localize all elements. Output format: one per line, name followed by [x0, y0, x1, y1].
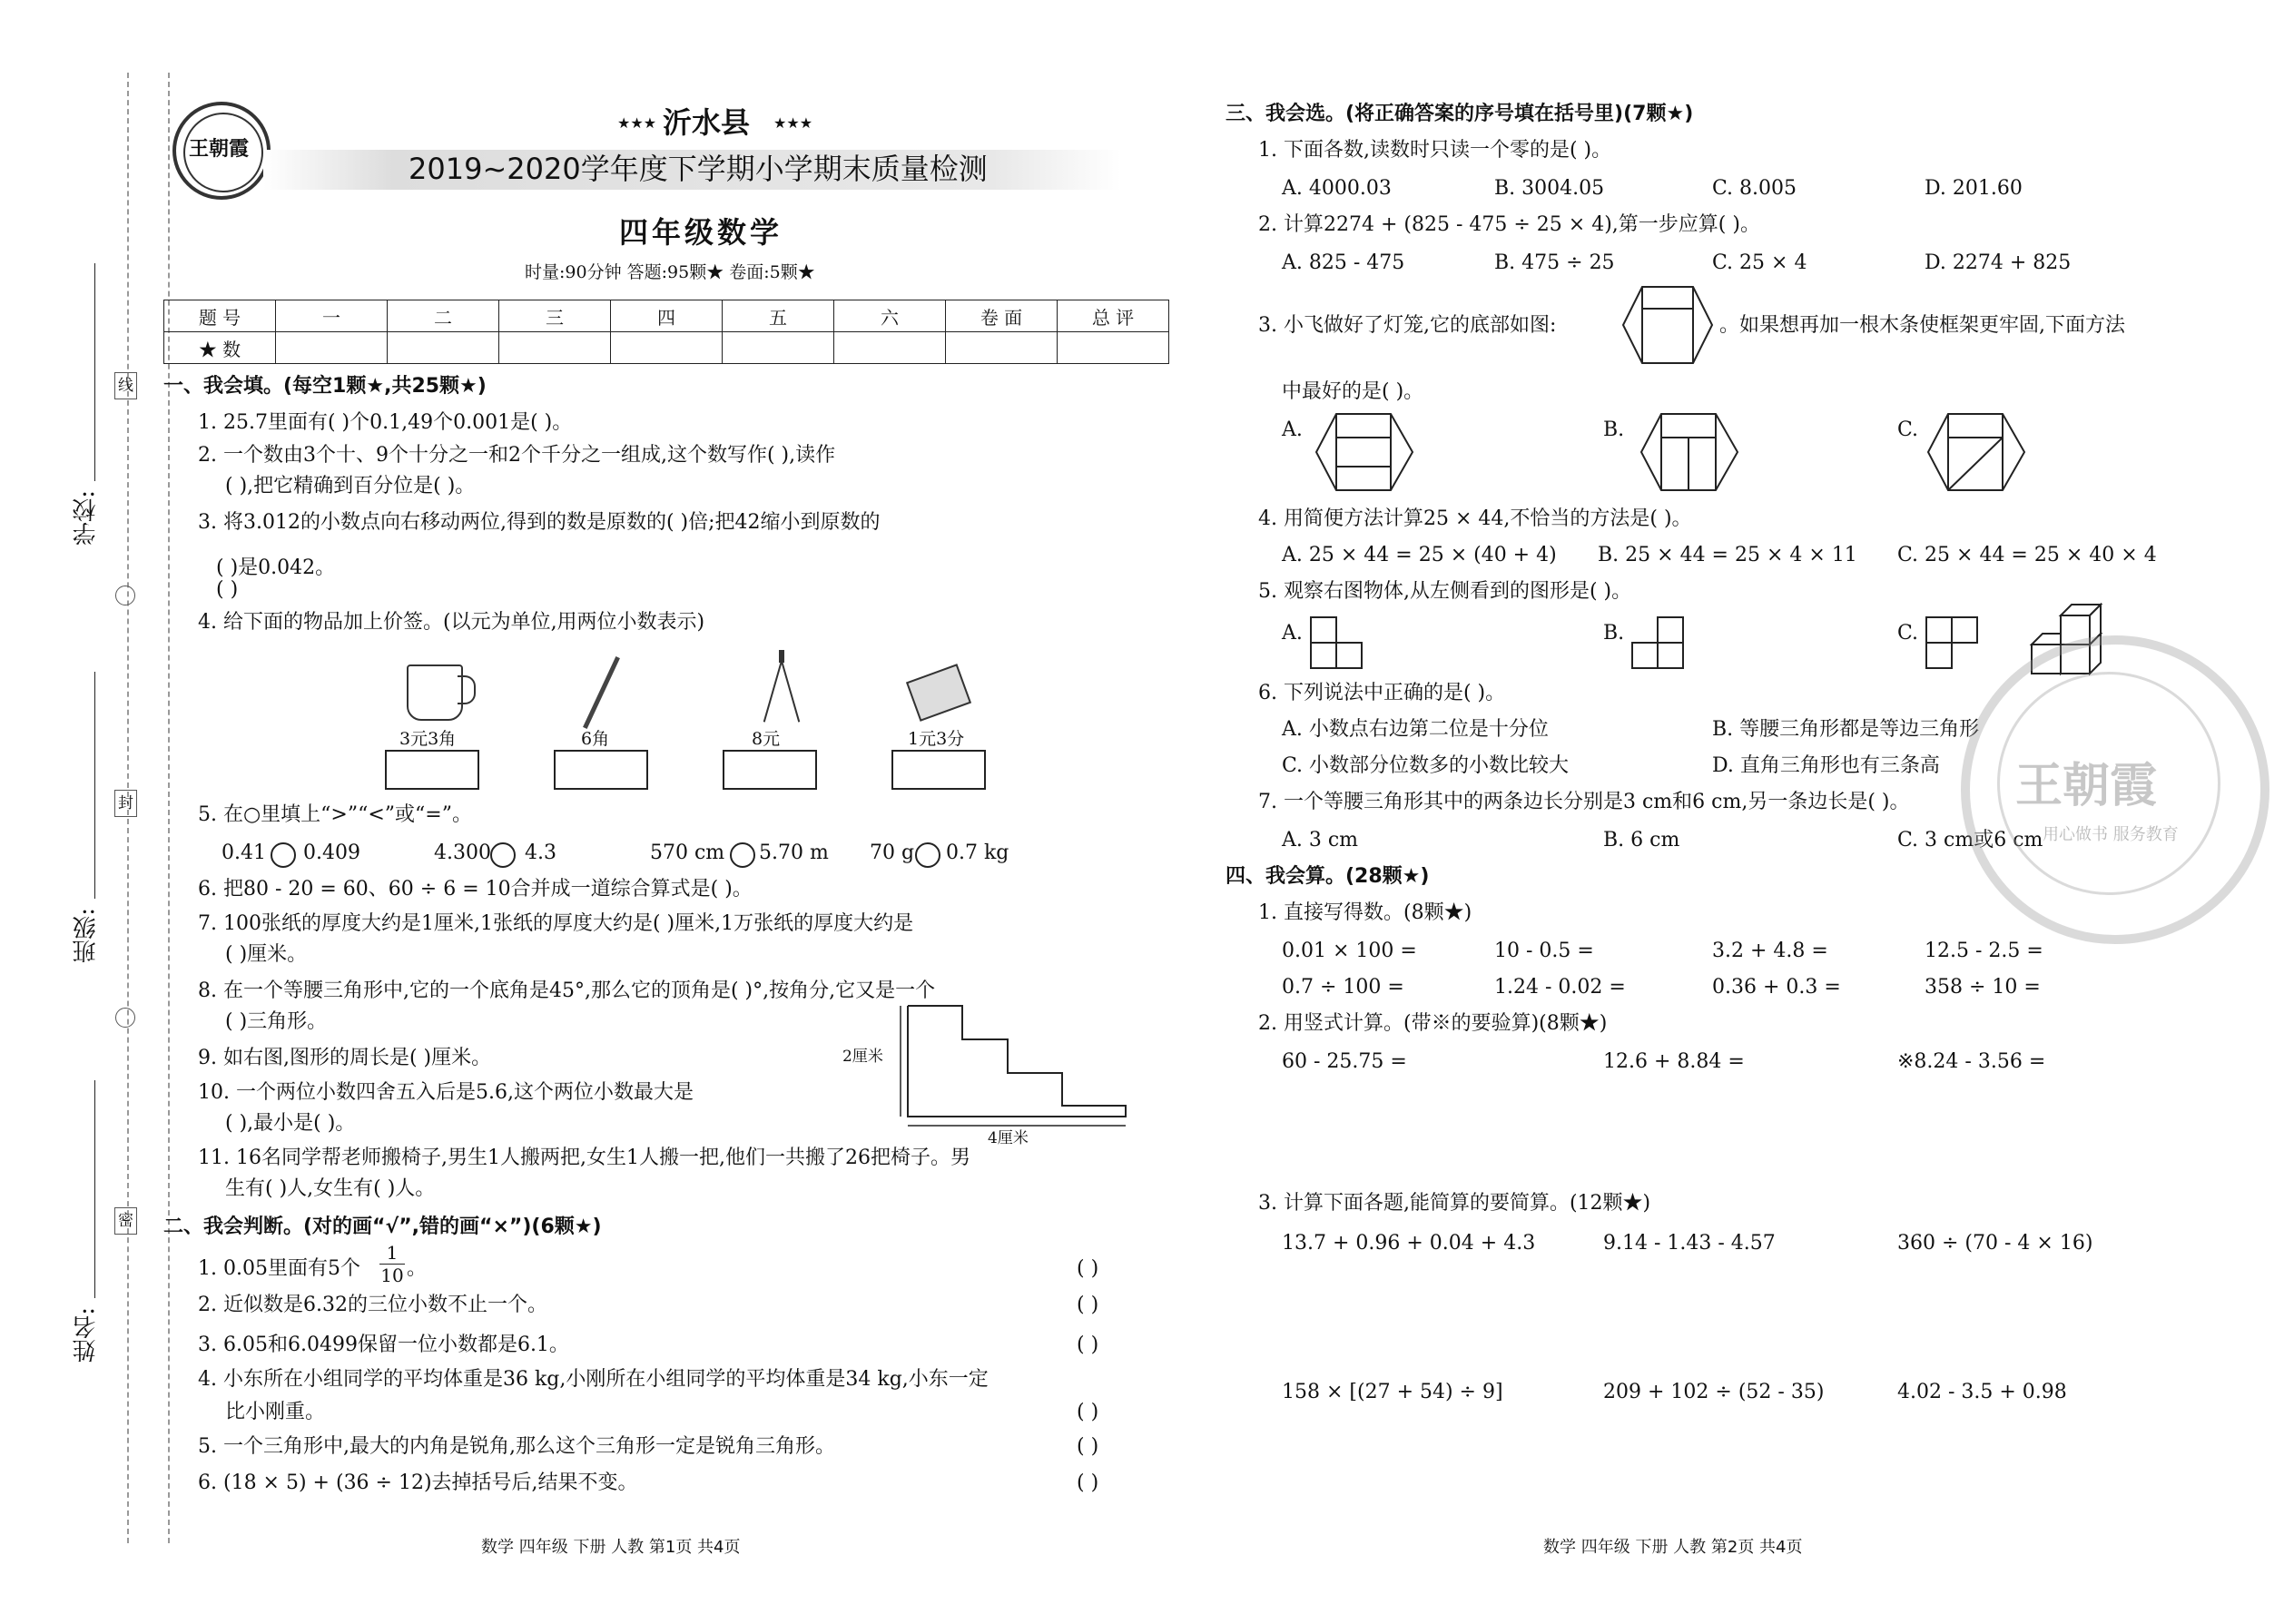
option-c-figure[interactable] — [1925, 410, 2028, 494]
section2-title: 二、我会判断。(对的画“√”,错的画“×”)(6颗★) — [163, 1216, 602, 1238]
s3-q3c: 中最好的是( )。 — [1282, 380, 1424, 403]
pencil-icon — [583, 656, 620, 729]
school-label: 学校: — [73, 490, 100, 546]
fraction-denominator: 10 — [380, 1265, 404, 1286]
judge-paren[interactable]: ( ) — [1077, 1294, 1099, 1316]
option-label[interactable]: C. — [1897, 418, 1919, 441]
table-header: 题 号 — [164, 300, 276, 332]
s1-q3-denominator: ( ) — [216, 578, 239, 601]
s3-q5: 5. 观察右图物体,从左侧看到的图形是( )。 — [1258, 580, 1632, 603]
option[interactable]: C. 3 cm或6 cm — [1897, 829, 2043, 851]
option[interactable]: B. 6 cm — [1603, 829, 1680, 851]
oral-item: 10 - 0.5 = — [1494, 940, 1594, 962]
vertical-calc-item: ※8.24 - 3.56 = — [1897, 1050, 2046, 1073]
compare-right: 0.7 kg — [946, 842, 1009, 864]
cup-handle-icon — [458, 675, 476, 704]
s2-q5: 5. 一个三角形中,最大的内角是锐角,那么这个三角形一定是锐角三角形。 — [198, 1435, 835, 1458]
score-cell[interactable] — [499, 332, 611, 364]
s1-q2b: ( ),把它精确到百分位是( )。 — [225, 475, 476, 497]
score-table-row — [164, 332, 1169, 364]
s1-q8a: 8. 在一个等腰三角形中,它的一个底角是45°,那么它的顶角是( )°,按角分,它又是一个 — [198, 979, 936, 1002]
s3-q3a: 3. 小飞做好了灯笼,它的底部如图: — [1258, 314, 1557, 337]
option[interactable]: C. 25 × 44 = 25 × 40 × 4 — [1897, 544, 2157, 566]
compare-circle[interactable] — [490, 842, 516, 868]
view-b-figure[interactable] — [1630, 615, 1689, 674]
score-table — [163, 300, 1169, 364]
score-cell[interactable] — [834, 332, 946, 364]
binding-dashed-line-2 — [168, 73, 170, 1543]
option-a-figure[interactable] — [1313, 410, 1416, 494]
price-tag-box[interactable] — [385, 750, 479, 790]
s3-q4: 4. 用简便方法计算25 × 44,不恰当的方法是( )。 — [1258, 507, 1692, 530]
option[interactable]: A. 3 cm — [1282, 829, 1359, 851]
view-a-figure[interactable] — [1309, 615, 1367, 674]
figure-width-label: 4厘米 — [988, 1129, 1029, 1147]
s2-q1: 1. 0.05里面有5个 — [198, 1257, 360, 1280]
binding-mark-seal: 封 — [114, 790, 137, 817]
s1-q11b: 生有( )人,女生有( )人。 — [225, 1177, 436, 1200]
school-underline[interactable] — [94, 263, 95, 481]
compare-left: 0.41 — [222, 842, 266, 864]
table-header: 六 — [834, 300, 946, 332]
option[interactable]: B. 3004.05 — [1494, 177, 1605, 200]
option[interactable]: D. 201.60 — [1925, 177, 2023, 200]
lantern-base-figure — [1620, 283, 1716, 367]
s1-q10b: ( ),最小是( )。 — [225, 1112, 356, 1135]
option-label[interactable]: A. — [1282, 418, 1303, 441]
stars-left: ★★★ — [617, 114, 657, 132]
item-price-label: 3元3角 — [399, 729, 457, 749]
view-c-figure[interactable] — [1925, 615, 1983, 674]
vertical-calc-item: 12.6 + 8.84 = — [1603, 1050, 1745, 1073]
option[interactable]: C. 小数部分位数多的小数比较大 — [1282, 754, 1570, 777]
table-header: 卷 面 — [946, 300, 1058, 332]
judge-paren[interactable]: ( ) — [1077, 1435, 1099, 1458]
score-cell[interactable] — [388, 332, 499, 364]
calc-item: 360 ÷ (70 - 4 × 16) — [1897, 1232, 2093, 1255]
s1-q7a: 7. 100张纸的厚度大约是1厘米,1张纸的厚度大约是( )厘米,1万张纸的厚度大约是 — [198, 912, 914, 935]
s4-q3: 3. 计算下面各题,能简算的要简算。(12颗★) — [1258, 1192, 1651, 1215]
cup-icon — [407, 664, 463, 721]
calc-item: 158 × [(27 + 54) ÷ 9] — [1282, 1381, 1503, 1403]
score-cell[interactable] — [946, 332, 1058, 364]
option[interactable]: C. 25 × 4 — [1712, 251, 1807, 274]
compare-right: 0.409 — [303, 842, 360, 864]
binding-hole-icon — [115, 586, 135, 605]
option-label[interactable]: B. — [1603, 622, 1625, 645]
option-b-figure[interactable] — [1638, 410, 1741, 494]
s2-q4b: 比小刚重。 — [225, 1401, 326, 1423]
oral-item: 0.7 ÷ 100 = — [1282, 976, 1404, 999]
compass-icon — [761, 650, 802, 723]
calc-item: 9.14 - 1.43 - 4.57 — [1603, 1232, 1776, 1255]
score-cell[interactable] — [276, 332, 388, 364]
s1-q3b: ( )是0.042。 — [216, 556, 336, 579]
score-table-header-row — [164, 300, 1169, 332]
s1-q9: 9. 如右图,图形的周长是( )厘米。 — [198, 1047, 492, 1069]
s3-q2: 2. 计算2274 + (825 - 475 ÷ 25 × 4),第一步应算( )。 — [1258, 213, 1760, 236]
watermark-name: 王朝霞 — [2015, 758, 2158, 813]
item-price-label: 1元3分 — [908, 729, 965, 749]
option-label[interactable]: B. — [1603, 418, 1625, 441]
calc-item: 13.7 + 0.96 + 0.04 + 4.3 — [1282, 1232, 1536, 1255]
s2-q2: 2. 近似数是6.32的三位小数不止一个。 — [198, 1294, 547, 1316]
s1-q6: 6. 把80 - 20 = 60、60 ÷ 6 = 10合并成一道综合算式是( )。 — [198, 878, 753, 901]
fraction-numerator: 1 — [386, 1242, 399, 1264]
exam-title: 2019~2020学年度下学期小学期末质量检测 — [409, 152, 988, 186]
option[interactable]: B. 等腰三角形都是等边三角形 — [1712, 718, 1980, 741]
compare-circle[interactable] — [730, 842, 755, 868]
option[interactable]: C. 8.005 — [1712, 177, 1797, 200]
compare-circle[interactable] — [915, 842, 940, 868]
compare-left: 4.300 — [434, 842, 491, 864]
s1-q7b: ( )厘米。 — [225, 943, 308, 966]
s2-q6: 6. (18 × 5) + (36 ÷ 12)去掉括号后,结果不变。 — [198, 1471, 638, 1494]
watermark-slogan: 用心做书 服务教育 — [2043, 825, 2179, 844]
compare-left: 570 cm — [650, 842, 725, 864]
s1-q3a: 3. 将3.012的小数点向右移动两位,得到的数是原数的( )倍;把42缩小到原数的 — [198, 511, 881, 534]
s4-q2: 2. 用竖式计算。(带※的要验算)(8颗★) — [1258, 1012, 1608, 1035]
option[interactable]: A. 825 - 475 — [1282, 251, 1405, 274]
s2-q4a: 4. 小东所在小组同学的平均体重是36 kg,小刚所在小组同学的平均体重是34 kg,小东一定 — [198, 1368, 989, 1391]
option[interactable]: A. 4000.03 — [1282, 177, 1392, 200]
watermark-seal — [1961, 635, 2269, 944]
judge-paren[interactable]: ( ) — [1077, 1334, 1099, 1356]
staircase-figure — [899, 999, 1144, 1144]
item-price-label: 8元 — [752, 729, 781, 749]
oral-item: 1.24 - 0.02 = — [1494, 976, 1626, 999]
calc-item: 4.02 - 3.5 + 0.98 — [1897, 1381, 2067, 1403]
s1-q2a: 2. 一个数由3个十、9个十分之一和2个千分之一组成,这个数写作( ),读作 — [198, 444, 836, 467]
oral-item: 3.2 + 4.8 = — [1712, 940, 1828, 962]
option[interactable]: A. 25 × 44 = 25 × (40 + 4) — [1282, 544, 1557, 566]
table-header: 三 — [499, 300, 611, 332]
staircase-outline — [908, 1006, 1126, 1117]
class-underline[interactable] — [94, 672, 95, 899]
binding-hole-icon — [115, 1008, 135, 1028]
oral-item: 0.01 × 100 = — [1282, 940, 1417, 962]
compare-right: 4.3 — [525, 842, 556, 864]
logo-text: 王朝霞 — [189, 137, 250, 161]
judge-paren[interactable]: ( ) — [1077, 1401, 1099, 1423]
logo-seal — [172, 102, 271, 200]
s3-q1: 1. 下面各数,读数时只读一个零的是( )。 — [1258, 139, 1612, 162]
option[interactable]: A. 小数点右边第二位是十分位 — [1282, 718, 1549, 741]
sharpener-icon — [906, 664, 971, 722]
option[interactable]: D. 2274 + 825 — [1925, 251, 2072, 274]
stars-right: ★★★ — [773, 114, 813, 132]
judge-paren[interactable]: ( ) — [1077, 1471, 1099, 1494]
score-cell[interactable] — [1058, 332, 1169, 364]
option[interactable]: B. 475 ÷ 25 — [1494, 251, 1615, 274]
figure-height-label: 2厘米 — [842, 1048, 883, 1066]
s1-q5: 5. 在○里填上“>”“<”或“=”。 — [198, 803, 472, 826]
county-name: 沂水县 — [663, 105, 751, 140]
s1-q8b: ( )三角形。 — [225, 1010, 328, 1033]
s1-q11a: 11. 16名同学帮老师搬椅子,男生1人搬两把,女生1人搬一把,他们一共搬了26把椅子。男 — [198, 1147, 970, 1169]
oral-item: 358 ÷ 10 = — [1925, 976, 2041, 999]
s1-q1: 1. 25.7里面有( )个0.1,49个0.001是( )。 — [198, 411, 573, 434]
s1-q10a: 10. 一个两位小数四舍五入后是5.6,这个两位小数最大是 — [198, 1081, 694, 1104]
s4-q1: 1. 直接写得数。(8颗★) — [1258, 901, 1472, 924]
table-header: 一 — [276, 300, 388, 332]
option-label[interactable]: A. — [1282, 622, 1303, 645]
compare-circle[interactable] — [271, 842, 296, 868]
binding-mark-secret: 密 — [114, 1207, 137, 1235]
score-cell[interactable] — [723, 332, 834, 364]
price-tag-box[interactable] — [891, 750, 986, 790]
class-label: 班级: — [73, 908, 100, 963]
option-label[interactable]: C. — [1897, 622, 1919, 645]
table-header: 总 评 — [1058, 300, 1169, 332]
judge-paren[interactable]: ( ) — [1077, 1257, 1099, 1280]
name-underline[interactable] — [94, 1080, 95, 1298]
vertical-calc-item: 60 - 25.75 = — [1282, 1050, 1407, 1073]
footer-right: 数学 四年级 下册 人教 第2页 共4页 — [1543, 1538, 1803, 1557]
price-tag-box[interactable] — [554, 750, 648, 790]
score-cell[interactable] — [611, 332, 723, 364]
s3-q6: 6. 下列说法中正确的是( )。 — [1258, 682, 1506, 704]
section1-title: 一、我会填。(每空1颗★,共25颗★) — [163, 375, 487, 398]
table-row-label: ★ 数 — [164, 332, 276, 364]
binding-mark-line: 线 — [114, 372, 137, 399]
section4-title: 四、我会算。(28颗★) — [1226, 865, 1430, 888]
calc-item: 209 + 102 ÷ (52 - 35) — [1603, 1381, 1825, 1403]
footer-left: 数学 四年级 下册 人教 第1页 共4页 — [481, 1538, 741, 1557]
oral-item: 0.36 + 0.3 = — [1712, 976, 1841, 999]
fraction — [379, 1242, 405, 1286]
table-header: 四 — [611, 300, 723, 332]
table-header: 五 — [723, 300, 834, 332]
exam-info: 时量:90分钟 答题:95颗★ 卷面:5颗★ — [525, 262, 815, 282]
table-header: 二 — [388, 300, 499, 332]
price-tag-box[interactable] — [723, 750, 817, 790]
s2-q1-end: 。 — [407, 1257, 428, 1280]
s1-q4: 4. 给下面的物品加上价签。(以元为单位,用两位小数表示) — [198, 611, 705, 634]
s3-q3b: 。如果想再加一根木条使框架更牢固,下面方法 — [1719, 314, 2125, 337]
section3-title: 三、我会选。(将正确答案的序号填在括号里)(7颗★) — [1226, 103, 1694, 125]
compare-right: 5.70 m — [759, 842, 829, 864]
compare-left: 70 g — [870, 842, 915, 864]
oral-item: 12.5 - 2.5 = — [1925, 940, 2043, 962]
s3-q7: 7. 一个等腰三角形其中的两条边长分别是3 cm和6 cm,另一条边长是( )。 — [1258, 791, 1910, 813]
s2-q3: 3. 6.05和6.0499保留一位小数都是6.1。 — [198, 1334, 569, 1356]
subject-title: 四年级数学 — [619, 215, 783, 250]
option[interactable]: D. 直角三角形也有三条高 — [1712, 754, 1940, 777]
item-price-label: 6角 — [581, 729, 610, 749]
option[interactable]: B. 25 × 44 = 25 × 4 × 11 — [1598, 544, 1857, 566]
name-label: 姓名: — [73, 1307, 100, 1363]
